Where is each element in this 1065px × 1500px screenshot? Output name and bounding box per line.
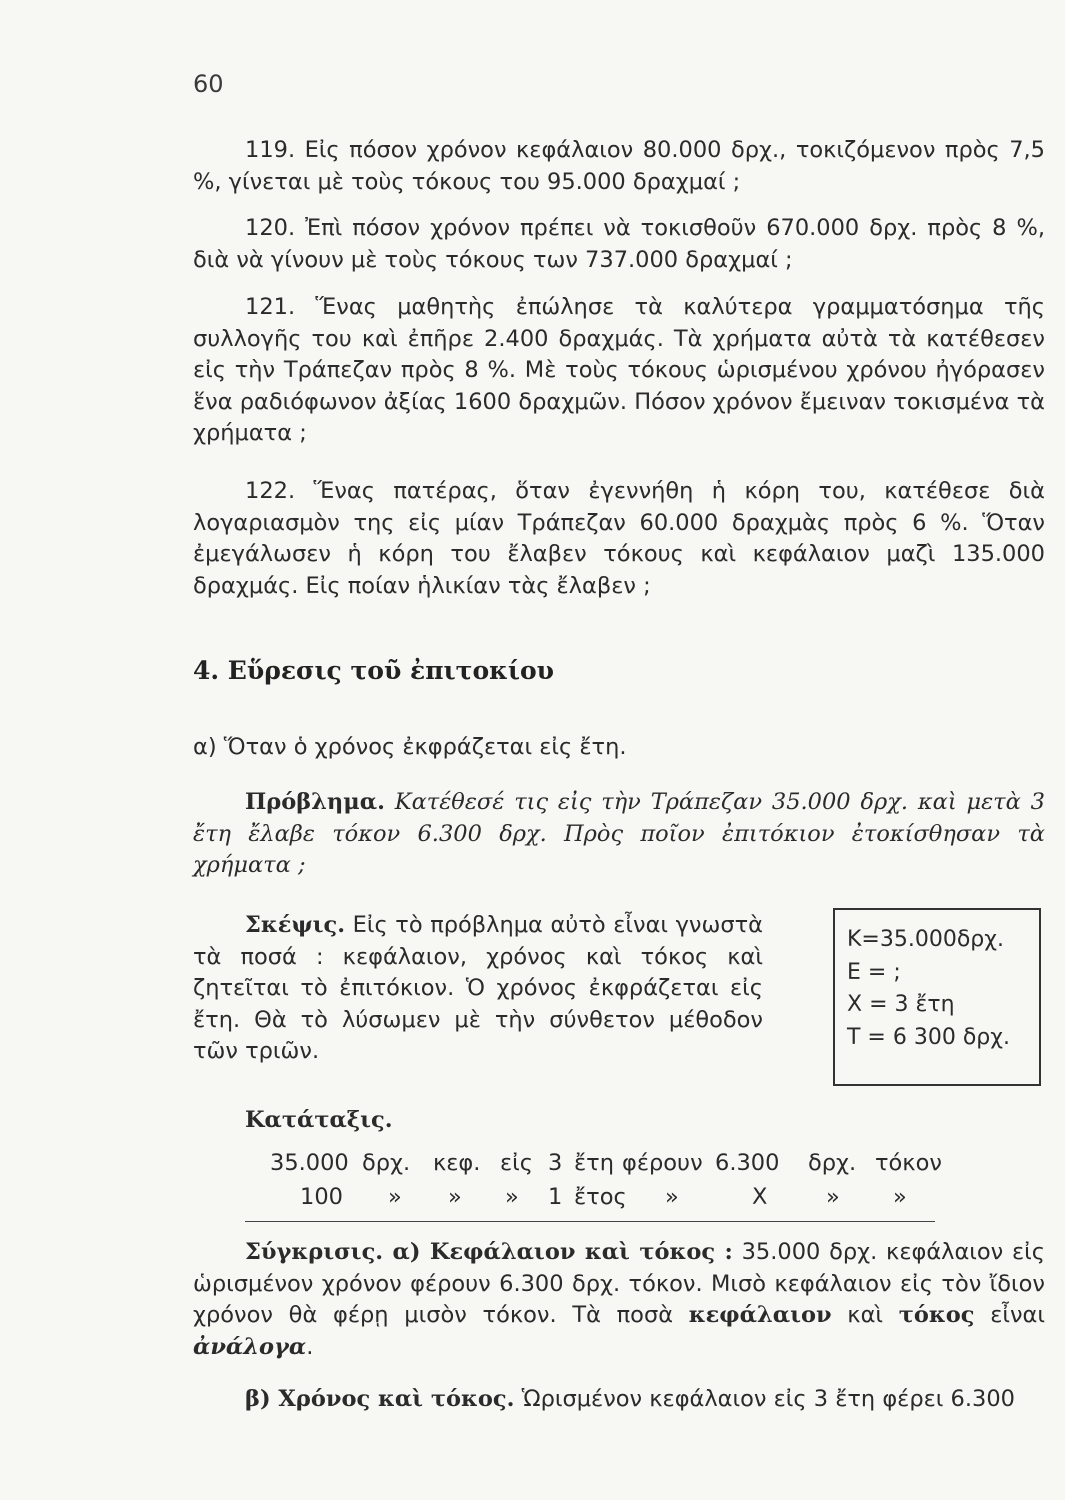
r1-c7: φέρουν	[622, 1150, 703, 1176]
r1-c1: 35.000	[270, 1150, 349, 1176]
given-time: Χ = 3 ἔτη	[847, 992, 955, 1017]
r2-c1: 100	[300, 1184, 343, 1210]
exercise-121: 121. Ἕνας μαθητὴς ἐπώλησε τὰ καλύτερα γραμματόσημα τῆς συλλογῆς του καὶ ἐπῆρε 2.400 δραχμάς. Τὰ χρήματα αὐτὰ τὰ κατέθεσεν εἰς τὴν Τράπεζαν πρὸς 8 %. Μὲ τοὺς τόκους ὡρισμένου χρόνου ἠγόρασεν ἕνα ραδιόφωνον ἀξίας 1600 δραχμῶν. Πόσον χρόνον ἔμειναν τοκισμένα τὰ χρήματα ;	[193, 294, 1045, 446]
r1-c2: δρχ.	[362, 1150, 411, 1176]
arrangement-label: Κατάταξις.	[245, 1107, 393, 1133]
exercise-119: 119. Εἰς πόσον χρόνον κεφάλαιον 80.000 δρχ., τοκιζόμενον πρὸς 7,5 %, γίνεται μὲ τοὺς τόκους του 95.000 δραχμαί ;	[193, 137, 1045, 195]
r1-c4: εἰς	[500, 1150, 533, 1176]
given-interest: Τ = 6 300 δρχ.	[847, 1024, 1010, 1050]
comparison-text: 35.000 δρχ. κεφάλαιον εἰς ὡρισμένον χρόνον φέρουν 6.300 δρχ. τόκον. Μισὸ κεφάλαιον εἰς τὸν ἴδιον χρόνον θὰ φέρῃ μισὸν τόκον. Τὰ ποσὰ	[193, 1239, 1045, 1328]
comparison-bold-capital: κεφάλαιον	[688, 1302, 832, 1328]
thinking-paragraph	[193, 910, 763, 1068]
arrangement-rule	[245, 1221, 935, 1222]
time-interest-paragraph	[193, 1384, 1045, 1416]
r2-c4: »	[505, 1184, 519, 1210]
r1-c8: 6.300	[715, 1150, 780, 1176]
subsection-a: α) Ὅταν ὁ χρόνος ἐκφράζεται εἰς ἔτη.	[193, 734, 627, 760]
given-rate: Ε = ;	[847, 959, 901, 985]
r2-c2: »	[388, 1184, 402, 1210]
r2-c10: »	[893, 1184, 907, 1210]
comparison-bold-proportional: ἀνάλογα	[193, 1333, 307, 1360]
r2-c3: »	[448, 1184, 462, 1210]
exercise-120: 120. Ἐπὶ πόσον χρόνον πρέπει νὰ τοκισθοῦν 670.000 δρχ. πρὸς 8 %, διὰ νὰ γίνουν μὲ τοὺς τόκους των 737.000 δραχμαί ;	[193, 215, 1045, 273]
r2-c9: »	[826, 1184, 840, 1210]
problem-text: Κατέθεσέ τις εἰς τὴν Τράπεζαν 35.000 δρχ. καὶ μετὰ 3 ἔτη ἔλαβε τόκον 6.300 δρχ. Πρὸς ποῖον ἐπιτόκιον ἐτοκίσθησαν τὰ χρήματα ;	[193, 789, 1045, 878]
r2-c5: 1	[548, 1184, 563, 1210]
r1-c6: ἔτη	[574, 1150, 614, 1176]
comparison-are: εἶναι	[974, 1302, 1045, 1328]
r1-c10: τόκον	[875, 1150, 942, 1176]
r1-c9: δρχ.	[808, 1150, 857, 1176]
problem-label: Πρόβλημα.	[245, 789, 385, 815]
comparison-and: καὶ	[831, 1302, 899, 1328]
r1-c3: κεφ.	[433, 1150, 481, 1176]
thinking-text: Εἰς τὸ πρόβλημα αὐτὸ εἶναι γνωστὰ τὰ ποσά : κεφάλαιον, χρόνος καὶ τόκος καὶ ζητεῖται τὸ ἐπιτόκιον. Ὁ χρόνος ἐκφράζεται εἰς ἔτη. Θὰ τὸ λύσωμεν μὲ τὴν σύνθετον μέθοδον τῶν τριῶν.	[193, 912, 763, 1064]
given-capital: Κ=35.000δρχ.	[847, 927, 1004, 952]
comparison-paragraph	[193, 1237, 1045, 1363]
r2-c8: Χ	[752, 1184, 768, 1210]
r2-c7: »	[665, 1184, 679, 1210]
given-values-box	[833, 908, 1041, 1086]
r1-c5: 3	[548, 1150, 563, 1176]
comparison-bold-interest: τόκος	[898, 1302, 975, 1328]
time-interest-text: Ὡρισμένον κεφάλαιον εἰς 3 ἔτη φέρει 6.300	[514, 1386, 1015, 1412]
comparison-label: Σύγκρισις. α) Κεφάλαιον καὶ τόκος :	[245, 1239, 733, 1265]
thinking-label: Σκέψις.	[245, 912, 346, 938]
comparison-end: .	[306, 1333, 314, 1360]
time-interest-label: β) Χρόνος καὶ τόκος.	[245, 1386, 515, 1412]
exercise-122: 122. Ἕνας πατέρας, ὅταν ἐγεννήθη ἡ κόρη του, κατέθεσε διὰ λογαριασμὸν της εἰς μίαν Τράπεζαν 60.000 δραχμὰς πρὸς 6 %. Ὅταν ἐμεγάλωσεν ἡ κόρη του ἔλαβεν τόκους καὶ κεφάλαιον μαζὶ 135.000 δραχμάς. Εἰς ποίαν ἡλικίαν τὰς ἔλαβεν ;	[193, 478, 1045, 599]
r2-c6: ἔτος	[574, 1184, 627, 1210]
section-heading: 4. Εὕρεσις τοῦ ἐπιτοκίου	[193, 656, 554, 685]
problem-paragraph	[193, 787, 1045, 882]
page-number: 60	[193, 70, 224, 98]
